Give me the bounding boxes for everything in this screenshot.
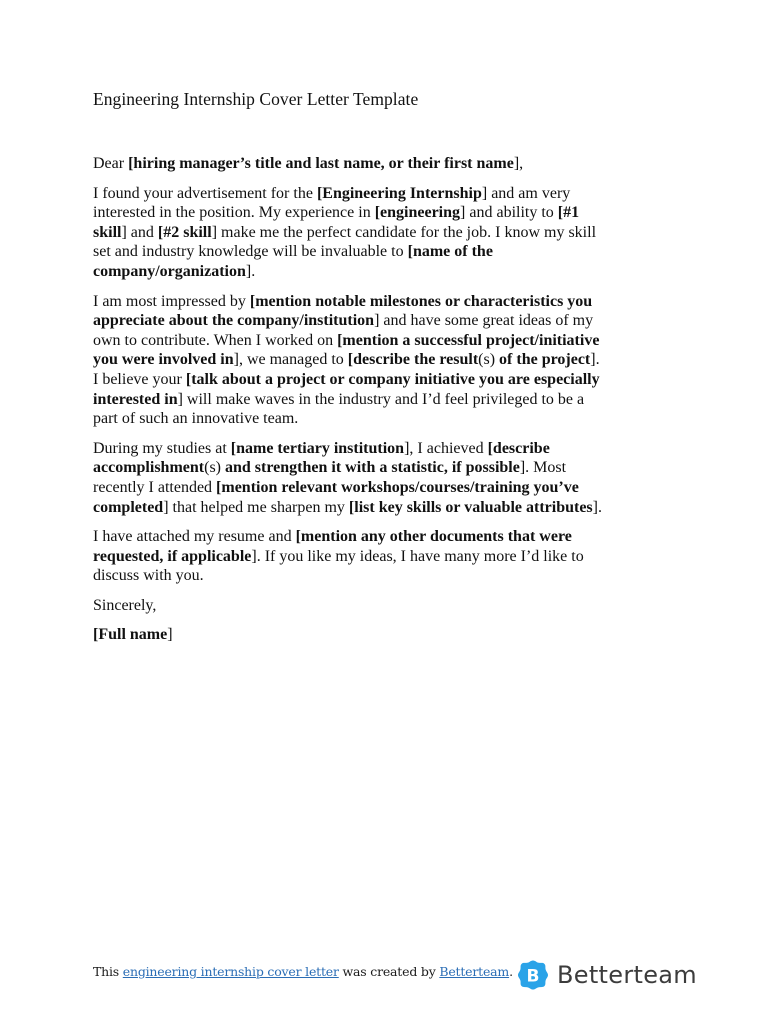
body-text: own to contribute. When I worked on <box>93 331 338 349</box>
text-line <box>93 203 683 223</box>
betterteam-badge-icon <box>517 959 549 991</box>
text-line <box>93 527 683 547</box>
placeholder-text: [describe the result <box>347 351 479 369</box>
body-text: ]. <box>245 262 256 280</box>
body-paragraph <box>93 527 683 586</box>
body-text: ] and ability to <box>460 204 558 222</box>
text-line <box>93 350 683 370</box>
cover-letter-link[interactable]: engineering internship cover letter <box>122 964 339 979</box>
placeholder-text: interested in <box>93 390 178 408</box>
body-text: ] and <box>121 223 158 241</box>
betterteam-logo[interactable] <box>517 959 697 991</box>
body-text: ] and have some great ideas of my <box>374 312 594 330</box>
body-text: discuss with you. <box>93 567 204 585</box>
text-line <box>93 439 683 459</box>
placeholder-text: [name tertiary institution <box>230 439 405 457</box>
svg-text:B: B <box>526 966 540 987</box>
text-line <box>93 390 683 410</box>
body-text: recently I attended <box>93 478 217 496</box>
body-text: I believe your <box>93 370 186 388</box>
text-line <box>93 223 683 243</box>
betterteam-link[interactable]: Betterteam <box>439 964 510 979</box>
text-line <box>93 262 683 282</box>
body-text: ]. <box>592 498 602 516</box>
body-text: (s) <box>204 459 221 477</box>
placeholder-text: completed <box>93 498 164 516</box>
body-paragraph <box>93 292 683 429</box>
body-text: ]. If you like my ideas, I have many more I’d like to <box>251 547 584 565</box>
letter-body <box>93 154 683 655</box>
text-line <box>93 458 683 478</box>
letter-paragraphs <box>93 184 683 586</box>
placeholder-text: appreciate about the company/institution <box>93 312 375 330</box>
body-text: I have attached my resume and <box>93 528 296 546</box>
body-text: ] that helped me sharpen my <box>163 498 349 516</box>
text-line <box>93 292 683 312</box>
body-text: ] make me the perfect candidate for the job. I know my skill <box>211 223 597 241</box>
placeholder-text: [list key skills or valuable attributes <box>348 498 593 516</box>
body-text: (s) <box>478 351 496 369</box>
placeholder-text: [#2 skill <box>157 223 212 241</box>
placeholder-text: [mention notable milestones or characteristics you <box>249 292 593 310</box>
placeholder-text: [mention any other documents that were <box>295 528 572 546</box>
placeholder-text: you were involved in <box>93 351 234 369</box>
signature: [Full name] <box>93 626 173 644</box>
body-text: During my studies at <box>93 439 231 457</box>
body-text: ], we managed to <box>233 351 348 369</box>
body-text: set and industry knowledge will be invaluable to <box>93 243 408 261</box>
document-title: Engineering Internship Cover Letter Template <box>93 89 419 109</box>
salutation: Dear [hiring manager’s title and last name, or their first name], <box>93 155 524 172</box>
body-text: ] will make waves in the industry and I’d feel privileged to be a <box>177 390 585 408</box>
placeholder-text: [mention relevant workshops/courses/training you’ve <box>216 478 579 496</box>
body-text: ], I achieved <box>404 439 488 457</box>
text-line <box>93 478 683 498</box>
placeholder-text: of the project <box>495 351 591 369</box>
body-text: ]. <box>590 351 600 369</box>
body-text: ] and am very <box>481 184 571 202</box>
text-line <box>93 547 683 567</box>
body-paragraph <box>93 439 683 517</box>
placeholder-text: [talk about a project or company initiative you are especially <box>185 370 600 388</box>
text-line <box>93 498 683 518</box>
signature-placeholder: [Full name <box>93 626 168 644</box>
placeholder-text: accomplishment <box>93 459 205 477</box>
text-line <box>93 311 683 331</box>
attribution-footer: This engineering internship cover letter was created by Betterteam. <box>93 964 513 979</box>
closing: Sincerely, <box>93 596 157 614</box>
body-text: I found your advertisement for the <box>93 184 317 202</box>
text-line <box>93 184 683 204</box>
body-text: interested in the position. My experience in <box>93 204 375 222</box>
placeholder-text: [describe <box>487 439 550 457</box>
salutation-placeholder: [hiring manager’s title and last name, or their first name <box>128 155 514 172</box>
body-text: ]. Most <box>519 459 567 477</box>
placeholder-text: skill <box>93 223 122 241</box>
text-line <box>93 242 683 262</box>
body-text: I am most impressed by <box>93 292 250 310</box>
placeholder-text: [#1 <box>557 204 580 222</box>
placeholder-text: [Engineering Internship <box>316 184 482 202</box>
placeholder-text: requested, if applicable <box>93 547 252 565</box>
placeholder-text: company/organization <box>93 262 246 280</box>
text-line <box>93 331 683 351</box>
body-paragraph <box>93 184 683 282</box>
text-line <box>93 370 683 390</box>
body-text: part of such an innovative team. <box>93 410 299 428</box>
placeholder-text: and strengthen it with a statistic, if possible <box>221 459 520 477</box>
placeholder-text: [engineering <box>374 204 461 222</box>
placeholder-text: [mention a successful project/initiative <box>337 331 600 349</box>
text-line <box>93 409 683 429</box>
placeholder-text: [name of the <box>407 243 493 261</box>
betterteam-wordmark: Betterteam <box>557 961 697 989</box>
text-line <box>93 566 683 586</box>
